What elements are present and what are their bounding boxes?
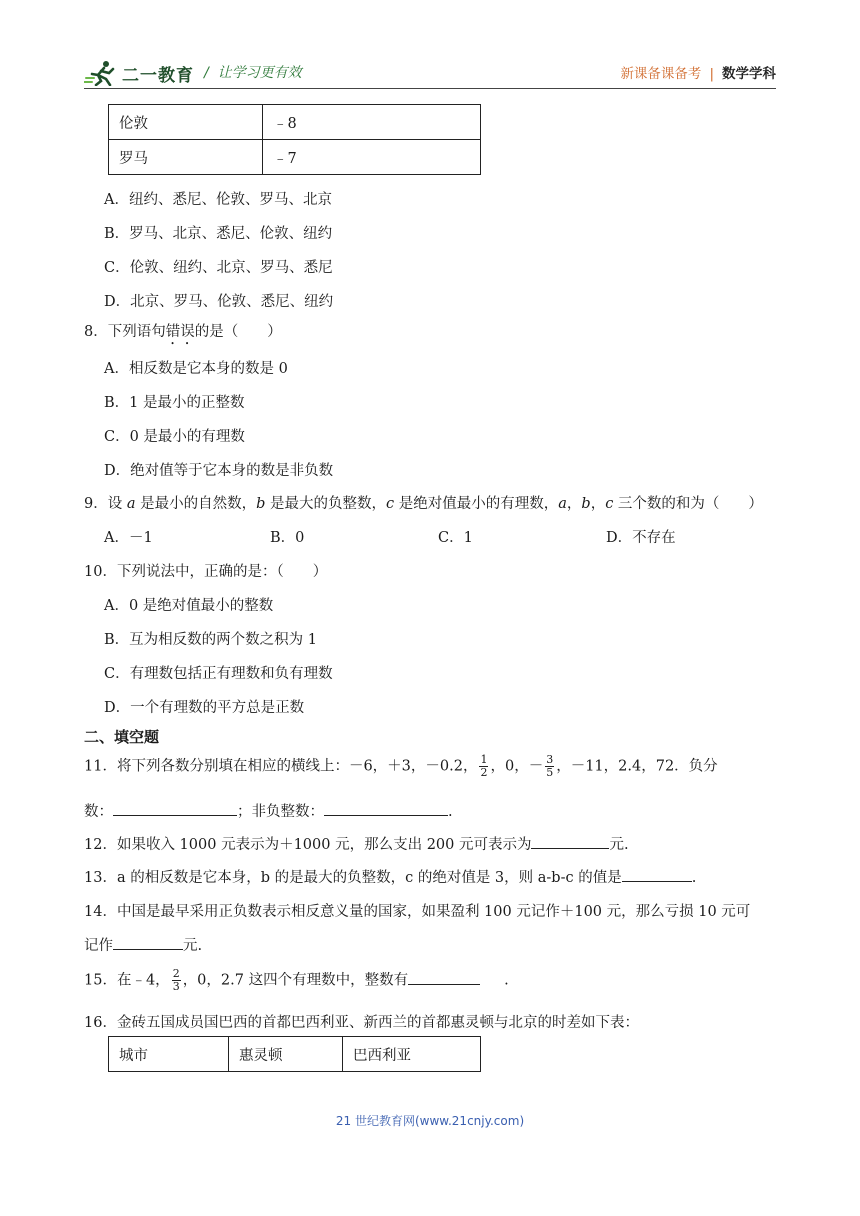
q7-option-b: B．罗马、北京、悉尼、伦敦、纽约	[104, 226, 333, 242]
q12-text: 元.	[609, 837, 629, 853]
slogan: / 让学习更有效	[204, 65, 302, 81]
q8-stem	[84, 320, 282, 348]
fraction-denominator: 2	[480, 766, 488, 779]
fraction-three-fifths	[545, 754, 554, 779]
q9-option-a: A．－1	[104, 530, 153, 546]
q13-text: 13．a 的相反数是它本身，b 的是最大的负整数，c 的绝对值是 3，则 a-b-c 的值是	[84, 870, 622, 886]
q8-option-b: B．1 是最小的正整数	[104, 395, 245, 411]
fraction-denominator: 5	[546, 766, 554, 779]
table-cell: 罗马	[109, 140, 263, 175]
q11-text: 11．将下列各数分别填在相应的横线上：－6，＋3，－0.2，	[84, 758, 478, 775]
var-b: b	[581, 496, 591, 512]
var-c: c	[386, 496, 395, 512]
q7-option-a: A．纽约、悉尼、伦敦、罗马、北京	[104, 192, 332, 208]
q14-text: 元.	[183, 938, 203, 954]
q13-text: .	[691, 870, 697, 886]
q8-emphasis: 错误	[165, 324, 195, 340]
header-subject: 数学学科	[722, 66, 776, 82]
q13-stem	[84, 866, 696, 887]
q8-option-a: A．相反数是它本身的数是 0	[104, 361, 288, 377]
q16-stem: 16．金砖五国成员国巴西的首都巴西利亚、新西兰的首都惠灵顿与北京的时差如下表：	[84, 1015, 639, 1031]
q9-stem	[84, 492, 763, 513]
q9-option-c: C．1	[438, 530, 473, 546]
table-row	[109, 140, 481, 175]
section-title-fill-in: 二、填空题	[84, 728, 160, 746]
q9-option-d: D．不存在	[606, 530, 676, 546]
q9-text: 9．设	[84, 496, 127, 512]
q9-text: 是最小的自然数，	[135, 496, 257, 512]
q11-line2	[84, 800, 453, 821]
answer-blank[interactable]	[113, 801, 237, 816]
table-row	[109, 105, 481, 140]
q10-option-d: D．一个有理数的平方总是正数	[104, 700, 305, 716]
answer-blank[interactable]	[408, 970, 480, 985]
q12-text: 12．如果收入 1000 元表示为＋1000 元，那么支出 200 元可表示为	[84, 837, 532, 853]
fraction-two-thirds	[172, 968, 181, 993]
q11-text: ，0，－	[490, 758, 544, 775]
fraction-numerator: 1	[480, 753, 488, 766]
q10-option-b: B．互为相反数的两个数之积为 1	[104, 632, 317, 648]
q10-stem: 10．下列说法中，正确的是：（ ）	[84, 564, 328, 580]
timezone-table-continued	[108, 104, 481, 175]
answer-blank[interactable]	[531, 834, 609, 849]
timezone-table-2	[108, 1036, 481, 1072]
q14-line2	[84, 934, 202, 955]
table-cell: 伦敦	[109, 105, 263, 140]
fraction-numerator: 2	[172, 967, 180, 980]
table-header-cell: 巴西利亚	[343, 1037, 481, 1072]
table-header-cell: 惠灵顿	[229, 1037, 343, 1072]
q11-text: ，－11，2.4，72．负分	[556, 758, 718, 775]
runner-logo-icon	[84, 60, 120, 86]
answer-blank[interactable]	[622, 867, 692, 882]
answer-blank[interactable]	[324, 801, 448, 816]
q11-text: .	[448, 804, 453, 820]
q15-stem	[84, 968, 509, 993]
q8-stem-post: 的是（ ）	[194, 324, 282, 340]
q9-text: 三个数的和为（ ）	[613, 496, 763, 512]
q9-text: 是绝对值最小的有理数，	[394, 496, 559, 512]
header-right	[620, 62, 776, 82]
q15-text: .	[504, 972, 509, 989]
var-b: b	[256, 496, 266, 512]
logo-text: 二一教育	[122, 65, 194, 86]
q10-option-c: C．有理数包括正有理数和负有理数	[104, 666, 333, 682]
table-cell: ﹣7	[263, 140, 481, 175]
q11-label-negative-fraction: 数：	[84, 804, 113, 820]
q15-text: ，0，2.7 这四个有理数中，整数有	[182, 972, 409, 989]
var-c: c	[605, 496, 614, 512]
q7-option-c: C．伦敦、纽约、北京、罗马、悉尼	[104, 260, 333, 276]
footer-source[interactable]: 21 世纪教育网(www.21cnjy.com)	[335, 1114, 525, 1128]
q9-text: ，	[590, 496, 606, 512]
q14-text: 记作	[84, 938, 113, 954]
q10-option-a: A．0 是绝对值最小的整数	[104, 598, 274, 614]
answer-blank[interactable]	[113, 935, 183, 950]
q9-option-b: B．0	[270, 530, 305, 546]
fraction-numerator: 3	[546, 753, 554, 766]
table-row	[109, 1037, 481, 1072]
q8-option-c: C．0 是最小的有理数	[104, 429, 245, 445]
var-a: a	[126, 496, 136, 512]
q9-text: ，	[566, 496, 582, 512]
table-header-cell: 城市	[109, 1037, 229, 1072]
var-a: a	[558, 496, 567, 512]
q15-text: 15．在﹣4，	[84, 972, 170, 989]
q11-stem	[84, 754, 718, 779]
page-header	[84, 58, 776, 88]
header-separator: |	[709, 66, 714, 82]
q7-option-d: D．北京、罗马、伦敦、悉尼、纽约	[104, 294, 334, 310]
q12-stem	[84, 833, 629, 854]
slogan-text: 让学习更有效	[217, 65, 302, 81]
q11-label-nonneg-integer: ；非负整数：	[237, 804, 324, 820]
table-cell: ﹣8	[263, 105, 481, 140]
fraction-denominator: 3	[172, 980, 180, 993]
header-rule	[84, 88, 776, 89]
header-course: 新课备课备考	[620, 66, 702, 82]
logo	[84, 58, 194, 88]
q8-stem-pre: 8．下列语句	[84, 324, 166, 340]
q8-option-d: D．绝对值等于它本身的数是非负数	[104, 463, 334, 479]
q9-text: 是最大的负整数，	[265, 496, 387, 512]
fraction-one-half	[479, 754, 488, 779]
q14-line1: 14．中国是最早采用正负数表示相反意义量的国家，如果盈利 100 元记作＋100 元，那么亏损 10 元可	[84, 904, 751, 920]
